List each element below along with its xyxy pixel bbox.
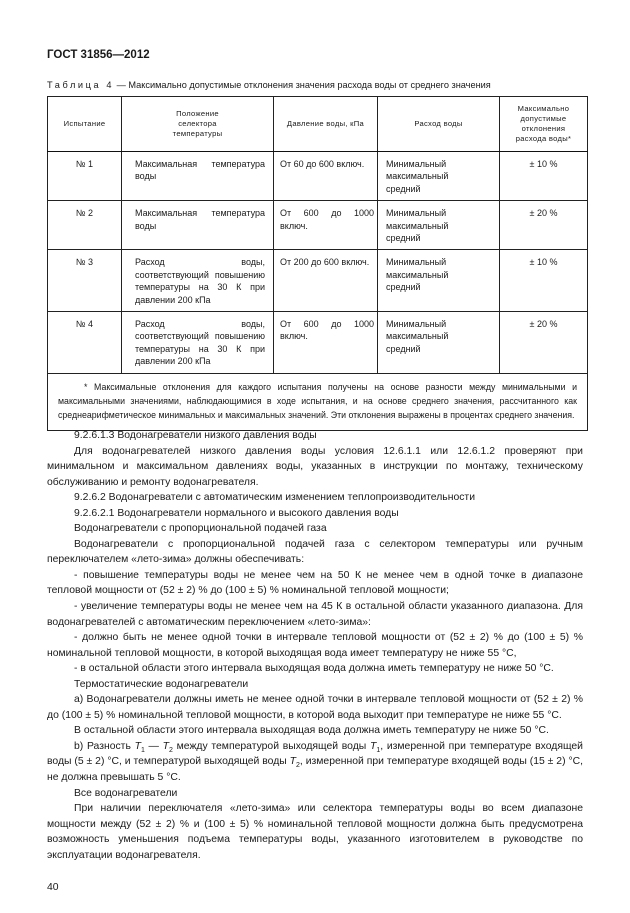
paragraph: 9.2.6.1.3 Водонагреватели низкого давления воды	[74, 430, 317, 441]
table-row	[48, 312, 588, 374]
header-flow: Расход воды	[378, 97, 500, 152]
paragraph: При наличии переключателя «лето-зима» или селектора температуры воды во всем диапазоне мощности между (52 ± 2) % и (100 ± 5) % номинальной тепловой мощности должна быть предусмотрена возможность уменьшения подъема температуры воды, указанного изготовителем в руководстве по эксплуатации водонагревателя.	[47, 803, 583, 861]
cell-flow: Минимальный максимальный средний	[378, 152, 500, 201]
table-caption-text: — Максимально допустимые отклонения значения расхода воды от среднего значения	[114, 80, 491, 90]
cell-flow: Минимальный максимальный средний	[378, 250, 500, 312]
header-test: Испытание	[48, 97, 122, 152]
deviation-table	[47, 96, 588, 431]
cell-pressure: От 200 до 600 включ.	[274, 250, 378, 312]
cell-pressure: От 600 до 1000 включ.	[274, 312, 378, 374]
paragraph: Водонагреватели с пропорциональной подачей газа	[74, 523, 327, 535]
paragraph: 9.2.6.2 Водонагреватели с автоматическим изменением теплопроизводительности	[74, 492, 475, 504]
paragraph: В остальной области этого интервала выходящая вода должна иметь температуру не ниже 50 °С.	[74, 725, 549, 737]
table-header-row	[48, 97, 588, 152]
document-header: ГОСТ 31856—2012	[47, 49, 150, 61]
table-caption	[47, 80, 587, 90]
cell-test: № 3	[48, 250, 122, 312]
paragraph: - должно быть не менее одной точки в интервале тепловой мощности от (52 ± 2) % до (100 ± 5) % номинальной тепловой мощности, в которой выходящая вода имеет температуру не ниже 55 °С,	[47, 632, 583, 659]
paragraph-temperature-difference: b) Разность $T_1$ — $T_2$ между температурой выходящей воды $T_1$, измеренной при температуре входящей воды (5 ± 2) °С, и температурой выходящей воды $T_2$, измеренной при температуре входящей воды (15 ± 2) °С, не должна превышать 5 °С.	[47, 740, 583, 784]
body-text	[47, 428, 583, 863]
page-number: 40	[47, 882, 59, 893]
cell-pressure: От 600 до 1000 включ.	[274, 201, 378, 250]
cell-selector: Максимальная температура воды	[122, 152, 274, 201]
cell-pressure: От 60 до 600 включ.	[274, 152, 378, 201]
table-row	[48, 201, 588, 250]
cell-deviation: ± 20 %	[500, 312, 588, 374]
cell-test: № 1	[48, 152, 122, 201]
paragraph: Термостатические водонагреватели	[74, 678, 249, 690]
paragraph: 9.2.6.2.1 Водонагреватели нормального и высокого давления воды	[74, 507, 399, 519]
paragraph: Все водонагреватели	[74, 787, 178, 799]
table-row	[48, 250, 588, 312]
paragraph: - повышение температуры воды не менее чем на 50 К не менее чем в одной точке в диапазоне тепловой мощности от (52 ± 2) % до (100 ± 5) % номинальной тепловой мощности;	[47, 569, 583, 597]
paragraph: - увеличение температуры воды не менее чем на 45 К в остальной области указанного диапазона. Для водонагревателей с автоматическим переключением «лето-зима»:	[47, 601, 583, 628]
table-footnote: * Максимальные отклонения для каждого испытания получены на основе разности между минимальными и максимальными значениями, наблюдающимися в ходе испытания, и на основе среднего значения, рассчитанного как среднеарифметическое минимальных и максимальных значений. Эти отклонения выражены в процентах среднего значения.	[48, 373, 588, 430]
cell-deviation: ± 20 %	[500, 201, 588, 250]
cell-test: № 2	[48, 201, 122, 250]
cell-selector: Расход воды, соответствующий повышению температуры на 30 К при давлении 200 кПа	[122, 250, 274, 312]
cell-deviation: ± 10 %	[500, 152, 588, 201]
cell-flow: Минимальный максимальный средний	[378, 201, 500, 250]
paragraph: а) Водонагреватели должны иметь не менее одной точки в интервале тепловой мощности от (52 ± 2) % до (100 ± 5) % номинальной тепловой мощности, в которой вода выходит при температуре не ниже 55 °С.	[47, 694, 583, 721]
cell-deviation: ± 10 %	[500, 250, 588, 312]
header-selector: Положение селектора температуры	[122, 97, 274, 152]
table-footnote-row	[48, 373, 588, 430]
table-row	[48, 152, 588, 201]
table-caption-label: Таблица 4	[47, 80, 115, 90]
cell-test: № 4	[48, 312, 122, 374]
header-deviation: Максимально допустимые отклонения расхода воды*	[500, 97, 588, 152]
cell-selector: Расход воды, соответствующий повышению температуры на 30 К при давлении 200 кПа	[122, 312, 274, 374]
header-pressure: Давление воды, кПа	[274, 97, 378, 152]
cell-flow: Минимальный максимальный средний	[378, 312, 500, 374]
paragraph: Для водонагревателей низкого давления воды условия 12.6.1.1 или 12.6.1.2 проверяют при минимальном и максимальном давлениях воды, указанных в инструкции по монтажу, техническому обслуживанию и ремонту водонагревателя.	[47, 445, 583, 488]
paragraph: - в остальной области этого интервала выходящая вода должна иметь температуру не ниже 50 °С.	[74, 663, 554, 675]
paragraph: Водонагреватели с пропорциональной подачей газа с селектором температуры или ручным переключателем «лето-зима» должны обеспечивать:	[47, 538, 583, 566]
cell-selector: Максимальная температура воды	[122, 201, 274, 250]
